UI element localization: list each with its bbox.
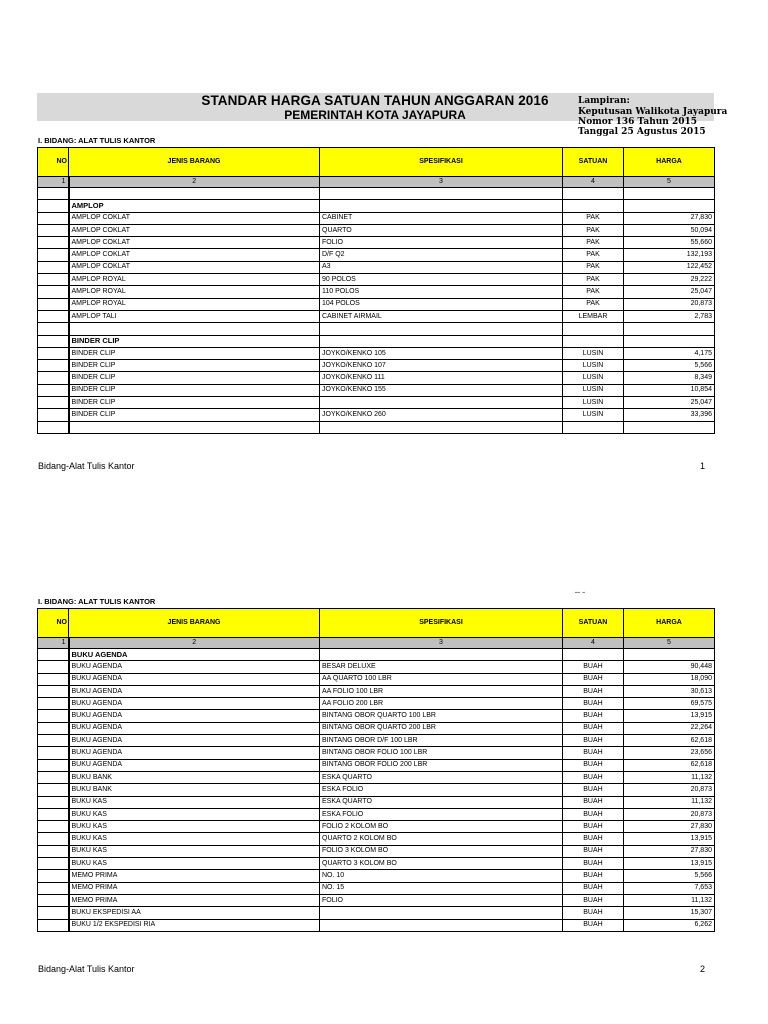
cell-satuan: LUSIN (563, 372, 624, 384)
table-row (38, 347, 715, 359)
cell-satuan (563, 649, 624, 661)
document-title: STANDAR HARGA SATUAN TAHUN ANGGARAN 2016 (201, 93, 549, 108)
cell-spesifikasi: CABINET (320, 212, 563, 224)
cell-satuan: BUAH (563, 698, 624, 710)
cell-harga: 18,090 (624, 673, 715, 685)
cell-spesifikasi: FOLIO 3 KOLOM BO (320, 845, 563, 857)
table-row (38, 310, 715, 322)
colnum-no: 1 (38, 638, 69, 649)
cell-satuan: BUAH (563, 722, 624, 734)
cell-satuan: PAK (563, 274, 624, 286)
cell-jenis-barang: BUKU AGENDA (69, 649, 320, 661)
cell-spesifikasi (320, 649, 563, 661)
header-jenis: JENIS BARANG (69, 609, 320, 638)
cell-satuan: BUAH (563, 673, 624, 685)
cell-jenis-barang: BUKU AGENDA (69, 673, 320, 685)
cell-no (38, 212, 69, 224)
cell-spesifikasi (320, 907, 563, 919)
header-harga: HARGA (624, 148, 715, 177)
cell-satuan: PAK (563, 261, 624, 273)
table-row (38, 360, 715, 372)
cell-spesifikasi (320, 421, 563, 433)
cell-harga (624, 649, 715, 661)
cell-jenis-barang: BINDER CLIP (69, 360, 320, 372)
cell-harga: 62,618 (624, 735, 715, 747)
table-row (38, 710, 715, 722)
cell-jenis-barang: BUKU EKSPEDISI AA (69, 907, 320, 919)
table-row (38, 784, 715, 796)
cell-no (38, 421, 69, 433)
cell-jenis-barang: BINDER CLIP (69, 372, 320, 384)
cell-spesifikasi: BINTANG OBOR QUARTO 100 LBR (320, 710, 563, 722)
table-row (38, 298, 715, 310)
section-heading: I. BIDANG: ALAT TULIS KANTOR (38, 136, 156, 145)
colnum-harga: 5 (624, 177, 715, 188)
cell-no (38, 796, 69, 808)
cell-no (38, 286, 69, 298)
cell-spesifikasi: A3 (320, 261, 563, 273)
cell-no (38, 759, 69, 771)
cell-spesifikasi: 104 POLOS (320, 298, 563, 310)
table-row (38, 771, 715, 783)
cell-no (38, 661, 69, 673)
cell-spesifikasi: JOYKO/KENKO 155 (320, 384, 563, 396)
header-harga: HARGA (624, 609, 715, 638)
cell-jenis-barang: AMPLOP ROYAL (69, 298, 320, 310)
cell-jenis-barang: AMPLOP ROYAL (69, 274, 320, 286)
cell-harga: 22,264 (624, 722, 715, 734)
cell-spesifikasi: BINTANG OBOR FOLIO 200 LBR (320, 759, 563, 771)
cell-harga: 13,915 (624, 858, 715, 870)
cell-spesifikasi: FOLIO (320, 237, 563, 249)
cell-spesifikasi: AA FOLIO 200 LBR (320, 698, 563, 710)
table-row (38, 237, 715, 249)
table-row (38, 845, 715, 857)
table-row (38, 372, 715, 384)
header-satuan: SATUAN (563, 148, 624, 177)
category-row (38, 335, 715, 347)
table-header-row (38, 609, 715, 638)
cell-harga: 29,222 (624, 274, 715, 286)
table-row (38, 882, 715, 894)
cell-no (38, 882, 69, 894)
cell-no (38, 372, 69, 384)
header-satuan: SATUAN (563, 609, 624, 638)
cell-harga: 7,653 (624, 882, 715, 894)
cell-satuan: BUAH (563, 808, 624, 820)
cell-harga: 33,396 (624, 409, 715, 421)
table-row (38, 907, 715, 919)
cell-satuan: BUAH (563, 882, 624, 894)
cell-satuan (563, 188, 624, 200)
column-number-row (38, 638, 715, 649)
cell-harga (624, 188, 715, 200)
cell-spesifikasi (320, 323, 563, 335)
cell-jenis-barang: BINDER CLIP (69, 384, 320, 396)
cell-harga: 20,873 (624, 784, 715, 796)
cell-jenis-barang: BUKU AGENDA (69, 747, 320, 759)
cell-no (38, 261, 69, 273)
table-row (38, 661, 715, 673)
cell-spesifikasi: D/F Q2 (320, 249, 563, 261)
cell-no (38, 833, 69, 845)
cell-spesifikasi: QUARTO 3 KOLOM BO (320, 858, 563, 870)
cell-no (38, 188, 69, 200)
cell-harga (624, 323, 715, 335)
cell-jenis-barang: BINDER CLIP (69, 397, 320, 409)
cell-jenis-barang: BINDER CLIP (69, 335, 320, 347)
cell-spesifikasi: QUARTO (320, 224, 563, 236)
cell-no (38, 698, 69, 710)
cell-spesifikasi: JOYKO/KENKO 260 (320, 409, 563, 421)
cell-satuan: BUAH (563, 907, 624, 919)
colnum-harga: 5 (624, 638, 715, 649)
cell-harga (624, 335, 715, 347)
cell-jenis-barang (69, 188, 320, 200)
cell-spesifikasi: ESKA QUARTO (320, 771, 563, 783)
cell-no (38, 673, 69, 685)
cell-harga: 10,854 (624, 384, 715, 396)
section-heading: I. BIDANG: ALAT TULIS KANTOR (38, 597, 156, 606)
table-row (38, 858, 715, 870)
cell-satuan: PAK (563, 212, 624, 224)
colnum-satuan: 4 (563, 177, 624, 188)
cell-jenis-barang (69, 421, 320, 433)
lampiran-label: Lampiran: (578, 96, 630, 106)
cell-satuan: BUAH (563, 796, 624, 808)
cell-harga: 4,175 (624, 347, 715, 359)
cell-harga: 6,262 (624, 919, 715, 931)
cell-harga: 27,830 (624, 821, 715, 833)
cell-no (38, 821, 69, 833)
cell-spesifikasi: AA QUARTO 100 LBR (320, 673, 563, 685)
cell-no (38, 200, 69, 212)
page-footer: Bidang-Alat Tulis Kantor (38, 461, 135, 471)
cell-jenis-barang: BUKU AGENDA (69, 722, 320, 734)
cell-no (38, 808, 69, 820)
cell-spesifikasi (320, 335, 563, 347)
cell-spesifikasi: NO. 10 (320, 870, 563, 882)
lampiran-number: Nomor 136 Tahun 2015 (578, 117, 698, 127)
cell-satuan: PAK (563, 286, 624, 298)
table-row (38, 685, 715, 697)
table-row (38, 894, 715, 906)
table-row (38, 722, 715, 734)
cell-spesifikasi: BINTANG OBOR FOLIO 100 LBR (320, 747, 563, 759)
cell-satuan: LEMBAR (563, 310, 624, 322)
table-row (38, 735, 715, 747)
category-row (38, 649, 715, 661)
table-row (38, 747, 715, 759)
document-subtitle: PEMERINTAH KOTA JAYAPURA (284, 108, 466, 122)
cell-jenis-barang: BUKU BANK (69, 771, 320, 783)
blank-row (38, 323, 715, 335)
cell-satuan: PAK (563, 237, 624, 249)
cell-jenis-barang: BUKU AGENDA (69, 759, 320, 771)
table-header-row (38, 148, 715, 177)
cell-jenis-barang: BUKU 1/2 EKSPEDISI RIA (69, 919, 320, 931)
table-row (38, 833, 715, 845)
cell-harga: 11,132 (624, 771, 715, 783)
cell-no (38, 298, 69, 310)
cell-no (38, 323, 69, 335)
cell-jenis-barang: BUKU AGENDA (69, 710, 320, 722)
cell-spesifikasi: ESKA QUARTO (320, 796, 563, 808)
cell-spesifikasi: JOYKO/KENKO 111 (320, 372, 563, 384)
cell-jenis-barang: AMPLOP ROYAL (69, 286, 320, 298)
cell-satuan (563, 200, 624, 212)
cell-no (38, 747, 69, 759)
cell-harga: 20,873 (624, 808, 715, 820)
cell-jenis-barang: BUKU KAS (69, 821, 320, 833)
cell-no (38, 845, 69, 857)
table-row (38, 224, 715, 236)
cell-satuan: BUAH (563, 894, 624, 906)
page-number: 2 (700, 964, 706, 974)
table-row (38, 397, 715, 409)
cell-satuan: BUAH (563, 845, 624, 857)
cell-satuan: BUAH (563, 919, 624, 931)
cell-satuan: BUAH (563, 771, 624, 783)
page-footer: Bidang-Alat Tulis Kantor (38, 964, 135, 974)
cell-satuan: BUAH (563, 710, 624, 722)
cell-satuan: BUAH (563, 747, 624, 759)
table-row (38, 409, 715, 421)
cell-harga: 20,873 (624, 298, 715, 310)
cell-spesifikasi (320, 200, 563, 212)
cell-no (38, 722, 69, 734)
cell-no (38, 409, 69, 421)
cell-no (38, 858, 69, 870)
cell-jenis-barang: BUKU KAS (69, 845, 320, 857)
cell-satuan: LUSIN (563, 409, 624, 421)
cell-satuan: LUSIN (563, 360, 624, 372)
cell-harga: 27,830 (624, 845, 715, 857)
table-body (38, 188, 715, 434)
colnum-jenis: 2 (69, 177, 320, 188)
table-row (38, 212, 715, 224)
cell-jenis-barang: AMPLOP COKLAT (69, 237, 320, 249)
cell-harga: 62,618 (624, 759, 715, 771)
cell-no (38, 710, 69, 722)
cell-spesifikasi: JOYKO/KENKO 105 (320, 347, 563, 359)
cell-spesifikasi: AA FOLIO 100 LBR (320, 685, 563, 697)
cell-jenis-barang: AMPLOP COKLAT (69, 249, 320, 261)
cell-harga: 15,307 (624, 907, 715, 919)
cell-jenis-barang: BUKU KAS (69, 808, 320, 820)
table-row (38, 796, 715, 808)
cell-jenis-barang: BUKU KAS (69, 858, 320, 870)
cell-no (38, 894, 69, 906)
table-row (38, 698, 715, 710)
cell-no (38, 224, 69, 236)
cell-spesifikasi: QUARTO 2 KOLOM BO (320, 833, 563, 845)
header-no: NO (38, 148, 69, 177)
table-row (38, 249, 715, 261)
cell-harga: 11,132 (624, 796, 715, 808)
colnum-spesifikasi: 3 (320, 177, 563, 188)
cell-jenis-barang: BUKU BANK (69, 784, 320, 796)
table-row (38, 919, 715, 931)
table-row (38, 673, 715, 685)
table-row (38, 286, 715, 298)
cell-no (38, 685, 69, 697)
cell-jenis-barang (69, 323, 320, 335)
cell-harga: 25,047 (624, 286, 715, 298)
cell-satuan: LUSIN (563, 397, 624, 409)
cell-spesifikasi: JOYKO/KENKO 107 (320, 360, 563, 372)
table-row (38, 261, 715, 273)
cell-jenis-barang: MEMO PRIMA (69, 894, 320, 906)
cell-satuan: LUSIN (563, 347, 624, 359)
cell-spesifikasi: BESAR DELUXE (320, 661, 563, 673)
cell-satuan: BUAH (563, 858, 624, 870)
cell-jenis-barang: AMPLOP COKLAT (69, 261, 320, 273)
cell-spesifikasi: NO. 15 (320, 882, 563, 894)
cell-satuan: BUAH (563, 821, 624, 833)
cell-harga: 122,452 (624, 261, 715, 273)
table-row (38, 274, 715, 286)
cell-jenis-barang: AMPLOP COKLAT (69, 212, 320, 224)
header-no: NO (38, 609, 69, 638)
cell-jenis-barang: BUKU KAS (69, 796, 320, 808)
cell-jenis-barang: BUKU KAS (69, 833, 320, 845)
cell-harga (624, 421, 715, 433)
cell-harga: 69,575 (624, 698, 715, 710)
stray-marks: ˘˘ ˘ (575, 591, 586, 600)
table-row (38, 870, 715, 882)
cell-jenis-barang: AMPLOP COKLAT (69, 224, 320, 236)
cell-satuan: BUAH (563, 784, 624, 796)
cell-harga: 30,613 (624, 685, 715, 697)
cell-harga: 5,566 (624, 870, 715, 882)
lampiran-date: Tanggal 25 Agustus 2015 (578, 127, 706, 137)
cell-no (38, 237, 69, 249)
cell-no (38, 919, 69, 931)
cell-satuan: BUAH (563, 833, 624, 845)
cell-no (38, 335, 69, 347)
cell-harga: 13,915 (624, 833, 715, 845)
cell-spesifikasi: BINTANG OBOR D/F 100 LBR (320, 735, 563, 747)
colnum-satuan: 4 (563, 638, 624, 649)
colnum-no: 1 (38, 177, 69, 188)
cell-satuan: BUAH (563, 870, 624, 882)
cell-spesifikasi: CABINET AIRMAIL (320, 310, 563, 322)
cell-no (38, 735, 69, 747)
cell-no (38, 384, 69, 396)
table-row (38, 384, 715, 396)
cell-jenis-barang: BINDER CLIP (69, 347, 320, 359)
cell-harga: 50,094 (624, 224, 715, 236)
cell-jenis-barang: BINDER CLIP (69, 409, 320, 421)
cell-no (38, 274, 69, 286)
cell-harga: 23,656 (624, 747, 715, 759)
cell-satuan: BUAH (563, 661, 624, 673)
cell-harga: 13,915 (624, 710, 715, 722)
header-jenis: JENIS BARANG (69, 148, 320, 177)
cell-harga: 2,783 (624, 310, 715, 322)
cell-jenis-barang: BUKU AGENDA (69, 685, 320, 697)
cell-satuan (563, 335, 624, 347)
cell-harga: 11,132 (624, 894, 715, 906)
cell-harga: 132,193 (624, 249, 715, 261)
cell-no (38, 907, 69, 919)
cell-no (38, 771, 69, 783)
blank-row (38, 421, 715, 433)
price-table-page2 (37, 608, 715, 932)
cell-no (38, 310, 69, 322)
cell-no (38, 870, 69, 882)
cell-harga: 27,830 (624, 212, 715, 224)
cell-spesifikasi: ESKA FOLIO (320, 784, 563, 796)
cell-satuan: BUAH (563, 735, 624, 747)
cell-harga: 90,448 (624, 661, 715, 673)
cell-harga: 8,349 (624, 372, 715, 384)
cell-jenis-barang: BUKU AGENDA (69, 735, 320, 747)
cell-no (38, 347, 69, 359)
cell-harga: 5,566 (624, 360, 715, 372)
table-row (38, 808, 715, 820)
table-row (38, 759, 715, 771)
colnum-jenis: 2 (69, 638, 320, 649)
category-row (38, 200, 715, 212)
lampiran-decree: Keputusan Walikota Jayapura (578, 107, 728, 117)
cell-spesifikasi: FOLIO (320, 894, 563, 906)
cell-no (38, 397, 69, 409)
column-number-row (38, 177, 715, 188)
price-table-page1 (37, 147, 715, 434)
cell-jenis-barang: AMPLOP (69, 200, 320, 212)
table-row (38, 821, 715, 833)
cell-satuan (563, 421, 624, 433)
cell-jenis-barang: MEMO PRIMA (69, 870, 320, 882)
cell-satuan: PAK (563, 224, 624, 236)
cell-jenis-barang: AMPLOP TALI (69, 310, 320, 322)
cell-spesifikasi (320, 919, 563, 931)
cell-no (38, 649, 69, 661)
cell-harga: 55,660 (624, 237, 715, 249)
blank-row (38, 188, 715, 200)
cell-no (38, 784, 69, 796)
colnum-spesifikasi: 3 (320, 638, 563, 649)
cell-no (38, 249, 69, 261)
cell-spesifikasi: FOLIO 2 KOLOM BO (320, 821, 563, 833)
cell-satuan (563, 323, 624, 335)
page-number: 1 (700, 461, 706, 471)
cell-spesifikasi: BINTANG OBOR QUARTO 200 LBR (320, 722, 563, 734)
cell-satuan: LUSIN (563, 384, 624, 396)
cell-jenis-barang: BUKU AGENDA (69, 698, 320, 710)
cell-jenis-barang: BUKU AGENDA (69, 661, 320, 673)
cell-satuan: PAK (563, 249, 624, 261)
cell-harga (624, 200, 715, 212)
cell-spesifikasi: 90 POLOS (320, 274, 563, 286)
cell-satuan: PAK (563, 298, 624, 310)
cell-satuan: BUAH (563, 685, 624, 697)
cell-satuan: BUAH (563, 759, 624, 771)
header-spesifikasi: SPESIFIKASI (320, 148, 563, 177)
cell-harga: 25,047 (624, 397, 715, 409)
cell-spesifikasi: 110 POLOS (320, 286, 563, 298)
cell-spesifikasi (320, 397, 563, 409)
header-spesifikasi: SPESIFIKASI (320, 609, 563, 638)
table-body (38, 649, 715, 932)
cell-no (38, 360, 69, 372)
cell-jenis-barang: MEMO PRIMA (69, 882, 320, 894)
cell-spesifikasi (320, 188, 563, 200)
cell-spesifikasi: ESKA FOLIO (320, 808, 563, 820)
